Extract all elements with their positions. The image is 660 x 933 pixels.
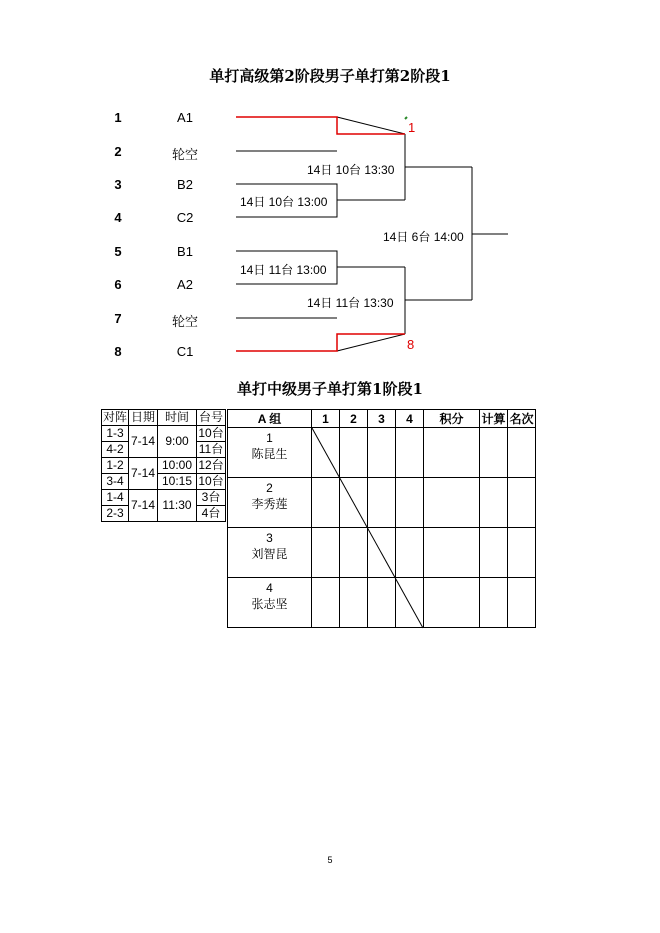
table-row — [228, 578, 536, 628]
pair-cell: 2-3 — [102, 506, 129, 522]
player-name: 刘智昆 — [251, 547, 288, 561]
result-cell — [396, 478, 424, 528]
pair-cell: 1-4 — [102, 490, 129, 506]
table-number-cell: 12台 — [198, 458, 224, 472]
table-header: 日期 — [129, 410, 158, 426]
pair-cell: 1-3 — [102, 426, 129, 442]
rank-header: 名次 — [508, 410, 536, 428]
table-header: 对阵 — [102, 410, 127, 424]
points-cell — [424, 528, 480, 578]
result-cell — [340, 478, 368, 528]
bracket-line — [337, 117, 405, 134]
player-cell — [228, 528, 312, 578]
seed-number: 1 — [114, 110, 122, 125]
rank-cell — [508, 478, 536, 528]
result-cell — [368, 428, 396, 478]
seed-number: 2 — [114, 144, 122, 159]
result-cell — [396, 528, 424, 578]
table-number-cell: 4台 — [197, 506, 226, 522]
table-row — [102, 490, 226, 506]
calc-header: 计算 — [480, 410, 508, 428]
table-row — [102, 474, 226, 490]
group-table — [227, 409, 536, 628]
match-label: 14日 6台 14:00 — [383, 230, 464, 244]
entry-name: A1 — [177, 110, 193, 125]
table-row — [102, 426, 226, 442]
result-cell — [368, 478, 396, 528]
page-number: 5 — [327, 855, 333, 865]
result-cell — [312, 578, 340, 628]
seed-number: 5 — [114, 244, 122, 259]
col-header: 2 — [340, 410, 368, 428]
calc-cell — [480, 428, 508, 478]
table-row — [228, 428, 536, 478]
seed-number: 7 — [114, 311, 122, 326]
seed-number: 8 — [114, 344, 122, 359]
pair-cell: 1-2 — [102, 458, 129, 474]
time-cell: 9:00 — [158, 426, 197, 458]
table-row — [228, 410, 536, 428]
advance-line — [236, 334, 405, 351]
bracket-line — [337, 334, 405, 351]
result-cell — [312, 428, 340, 478]
result-cell — [396, 578, 424, 628]
marker-tick — [405, 117, 407, 119]
points-header: 积分 — [424, 410, 480, 428]
time-cell: 11:30 — [158, 490, 197, 522]
player-number: 3 — [266, 531, 273, 545]
result-cell — [312, 478, 340, 528]
table-row — [228, 528, 536, 578]
seed-number: 3 — [114, 177, 122, 192]
result-cell — [368, 528, 396, 578]
entry-name: A2 — [177, 277, 193, 292]
entry-name: B2 — [177, 177, 193, 192]
table-row — [228, 478, 536, 528]
col-header: 1 — [312, 410, 340, 428]
entry-name: C1 — [176, 344, 194, 359]
entry-name: B1 — [177, 244, 193, 259]
table-number-cell: 10台 — [198, 474, 224, 488]
player-name: 李秀莲 — [251, 497, 288, 511]
date-cell: 7-14 — [129, 458, 158, 490]
table-row — [102, 458, 226, 474]
table-header: 时间 — [158, 410, 197, 426]
points-cell — [424, 428, 480, 478]
time-cell: 10:00 — [158, 458, 197, 474]
rank-cell — [508, 578, 536, 628]
points-cell — [424, 478, 480, 528]
calc-cell — [480, 478, 508, 528]
schedule-table — [101, 409, 226, 522]
group-title: 单打中级男子单打第1阶段1 — [237, 380, 423, 398]
player-number: 2 — [266, 481, 273, 495]
time-cell: 10:15 — [158, 474, 197, 490]
result-cell — [312, 528, 340, 578]
entry-name: C2 — [176, 210, 194, 225]
result-cell — [368, 578, 396, 628]
col-header: 4 — [396, 410, 424, 428]
result-cell — [340, 428, 368, 478]
match-label: 14日 10台 13:00 — [240, 195, 328, 209]
player-cell — [228, 578, 312, 628]
match-label: 14日 11台 13:30 — [307, 296, 394, 310]
advance-line — [236, 117, 405, 134]
date-cell: 7-14 — [129, 426, 158, 458]
calc-cell — [480, 528, 508, 578]
entry-name: 轮空 — [171, 314, 198, 329]
advance-mark: 1 — [408, 120, 416, 135]
result-cell — [340, 528, 368, 578]
match-label: 14日 11台 13:00 — [240, 263, 327, 277]
seed-number: 6 — [114, 277, 122, 292]
table-header: 台号 — [197, 410, 226, 426]
entry-name: 轮空 — [171, 147, 198, 162]
seed-number: 4 — [114, 210, 122, 225]
col-header: 3 — [368, 410, 396, 428]
player-cell — [228, 428, 312, 478]
rank-cell — [508, 528, 536, 578]
advance-mark: 8 — [407, 337, 415, 352]
player-cell — [228, 478, 312, 528]
player-name: 张志坚 — [251, 597, 288, 611]
calc-cell — [480, 578, 508, 628]
table-number-cell: 11台 — [197, 442, 226, 458]
pair-cell: 3-4 — [102, 474, 129, 490]
player-name: 陈昆生 — [251, 447, 288, 461]
points-cell — [424, 578, 480, 628]
bracket-lines — [0, 0, 660, 400]
rank-cell — [508, 428, 536, 478]
player-number: 4 — [266, 581, 273, 595]
pair-cell: 4-2 — [102, 442, 129, 458]
player-number: 1 — [266, 431, 273, 445]
table-row — [102, 410, 226, 426]
date-cell: 7-14 — [129, 490, 158, 522]
result-cell — [396, 428, 424, 478]
bracket-title: 单打高级第2阶段男子单打第2阶段1 — [209, 67, 451, 85]
table-number-cell: 3台 — [197, 490, 226, 506]
table-number-cell: 10台 — [198, 426, 224, 440]
match-label: 14日 10台 13:30 — [307, 163, 395, 177]
group-header: A 组 — [228, 410, 312, 428]
result-cell — [340, 578, 368, 628]
